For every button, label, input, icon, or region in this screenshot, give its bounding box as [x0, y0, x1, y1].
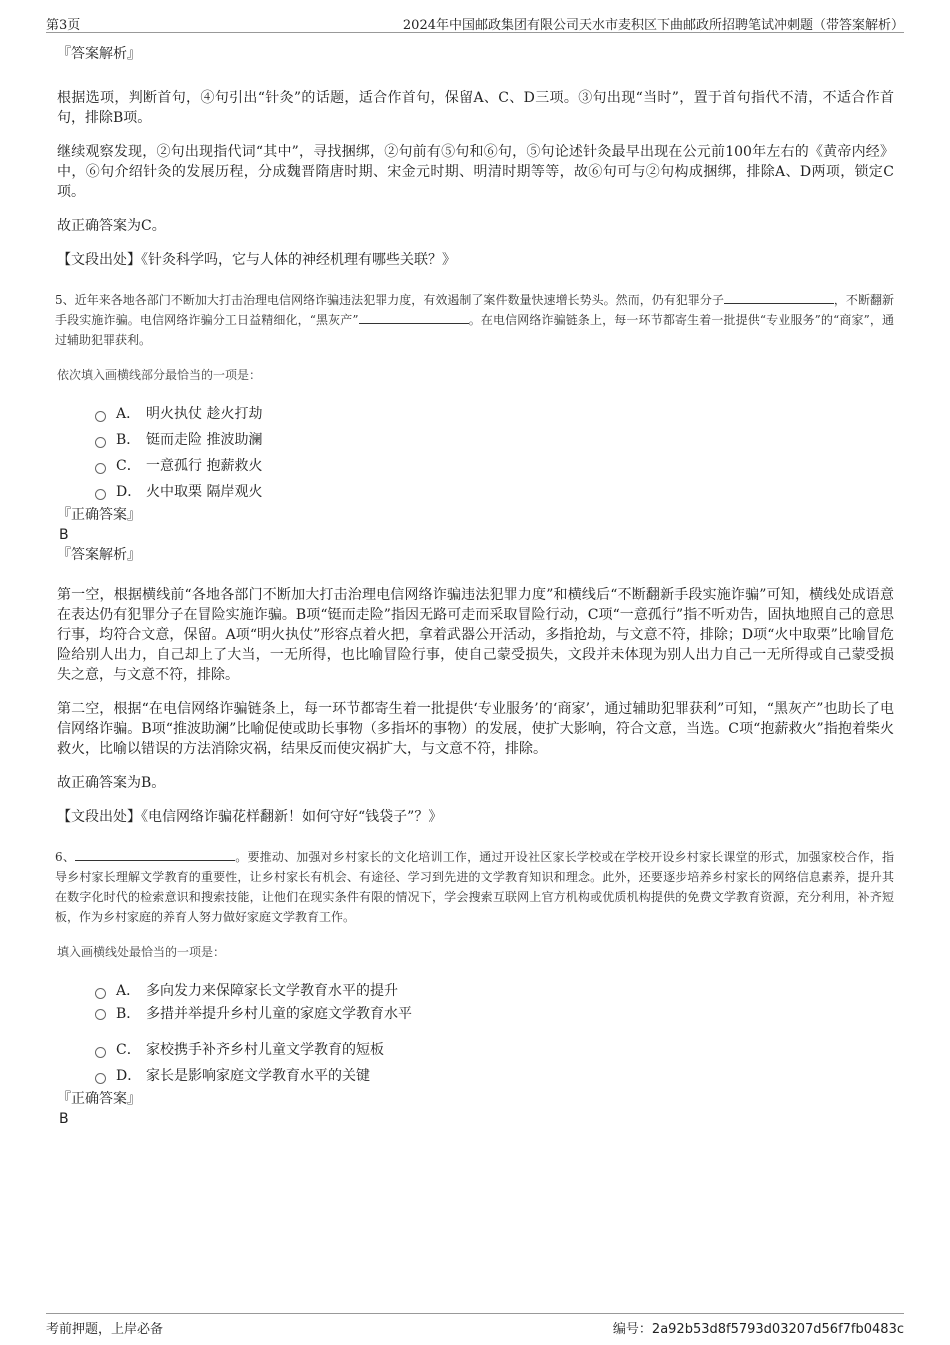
- radio-button[interactable]: [95, 489, 106, 500]
- question-6-prompt: 填入画横线处最恰当的一项是：: [57, 945, 226, 959]
- document-title: 2024年中国邮政集团有限公司天水市麦积区下曲邮政所招聘笔试冲刺题（带答案解析）: [402, 18, 904, 33]
- question-6-options: [95, 978, 894, 1089]
- page-number: 第3页: [46, 18, 81, 33]
- document-code: 编号：2a92b53d8f5793d03207d56f7fb0483c: [612, 1322, 904, 1337]
- option-a[interactable]: A． 明火执仗 趁火打劫: [95, 401, 894, 427]
- analysis-paragraph: 第二空，根据“在电信网络诈骗链条上，每一环节都寄生着一批提供‘专业服务’的‘商家’，通过辅助犯罪获利”可知，“黑灰产”也助长了电信网络诈骗。B项“推波助澜”比喻促使或助长事物（多指坏的事物）的发展，使扩大影响，符合文意，当选。C项“抱薪救火”指抱着柴火救火，比喻以错误的方法消除灾祸，结果反而使灾祸扩大，与文意不符，排除。: [57, 701, 894, 757]
- radio-button[interactable]: [95, 1073, 106, 1084]
- question-5-text: 5、近年来各地各部门不断加大打击治理电信网络诈骗违法犯罪力度，有效遏制了案件数量快速增长势头。然而，仍有犯罪分子 ，不断翻新手段实施诈骗。电信网络诈骗分工日益精细化，“黑灰产” 。在电信网络诈骗链条上，每一环节都寄生着一批提供“专业服务”的“商家”，通过辅助犯罪获利。: [55, 293, 894, 347]
- answer-label: 『正确答案』: [57, 1091, 141, 1107]
- analysis-label: 『答案解析』: [57, 46, 141, 62]
- analysis-conclusion: 故正确答案为C。: [57, 218, 166, 234]
- correct-answer: B: [59, 527, 69, 543]
- analysis-conclusion: 故正确答案为B。: [57, 775, 166, 791]
- correct-answer: B: [59, 1111, 69, 1127]
- question-5-options: [95, 401, 894, 505]
- option-d[interactable]: D． 家长是影响家庭文学教育水平的关键: [95, 1063, 894, 1089]
- option-b[interactable]: B． 多措并举提升乡村儿童的家庭文学教育水平: [95, 1004, 894, 1037]
- question-6-text: 6、 。要推动、加强对乡村家长的文化培训工作，通过开设社区家长学校或在学校开设乡村家长课堂的形式，加强家校合作，指导乡村家长理解文学教育的重要性，让乡村家长有机会、有途径、学习到先进的文学教育知识和理念。此外，还要逐步培养乡村家长的网络信息素养，提升其在数字化时代的检索意识和搜索技能，让他们在现实条件有限的情况下，学会搜索互联网上官方机构或优质机构提供的免费文学教育资源，充分利用，补齐短板，作为乡村家庭的养育人努力做好家庭文学教育工作。: [55, 850, 894, 924]
- option-c[interactable]: C． 家校携手补齐乡村儿童文学教育的短板: [95, 1037, 894, 1063]
- option-c[interactable]: C． 一意孤行 抱薪救火: [95, 453, 894, 479]
- analysis-paragraph: 继续观察发现，②句出现指代词“其中”，寻找捆绑，②句前有⑤句和⑥句，⑤句论述针灸最早出现在公元前100年左右的《黄帝内经》中，⑥句介绍针灸的发展历程，分成魏晋隋唐时期、宋金元时期、明清时期等等，故⑥句可与②句构成捆绑，排除A、D两项，锁定C项。: [57, 144, 894, 200]
- radio-button[interactable]: [95, 1009, 106, 1020]
- page-footer: [46, 1313, 904, 1336]
- analysis-paragraph: 根据选项，判断首句，④句引出“针灸”的话题，适合作首句，保留A、C、D三项。③句出现“当时”，置于首句指代不清，不适合作首句，排除B项。: [57, 90, 894, 126]
- radio-button[interactable]: [95, 437, 106, 448]
- fill-blank: [75, 848, 235, 861]
- radio-button[interactable]: [95, 463, 106, 474]
- source-citation: 【文段出处】《针灸科学吗，它与人体的神经机理有哪些关联？》: [57, 252, 456, 268]
- radio-button[interactable]: [95, 411, 106, 422]
- radio-button[interactable]: [95, 1047, 106, 1058]
- fill-blank: [359, 311, 469, 324]
- option-d[interactable]: D． 火中取栗 隔岸观火: [95, 479, 894, 505]
- footer-slogan: 考前押题，上岸必备: [46, 1322, 164, 1337]
- answer-label: 『正确答案』: [57, 507, 141, 523]
- analysis-label: 『答案解析』: [57, 547, 141, 563]
- question-5-prompt: 依次填入画横线部分最恰当的一项是：: [57, 368, 262, 382]
- document-body: [57, 44, 894, 1129]
- radio-button[interactable]: [95, 988, 106, 999]
- fill-blank: [724, 291, 834, 304]
- option-a[interactable]: A． 多向发力来保障家长文学教育水平的提升: [95, 978, 894, 1004]
- option-b[interactable]: B． 铤而走险 推波助澜: [95, 427, 894, 453]
- source-citation: 【文段出处】《电信网络诈骗花样翻新！如何守好“钱袋子”？》: [57, 809, 443, 825]
- analysis-paragraph: 第一空，根据横线前“各地各部门不断加大打击治理电信网络诈骗违法犯罪力度”和横线后“不断翻新手段实施诈骗”可知，横线处成语意在表达仍有犯罪分子在冒险实施诈骗。B项“铤而走险”指因无路可走而采取冒险行动，C项“一意孤行”指不听劝告，固执地照自己的意思行事，均符合文意，保留。A项“明火执仗”形容点着火把，拿着武器公开活动，多指抢劫，与文意不符，排除；D项“火中取栗”比喻冒危险给别人出力，自己却上了大当，一无所得，也比喻冒险行事，使自己蒙受损失，文段并未体现为别人出力自己一无所得或自己蒙受损失之意，与文意不符，排除。: [57, 587, 894, 683]
- page-header: [46, 14, 904, 33]
